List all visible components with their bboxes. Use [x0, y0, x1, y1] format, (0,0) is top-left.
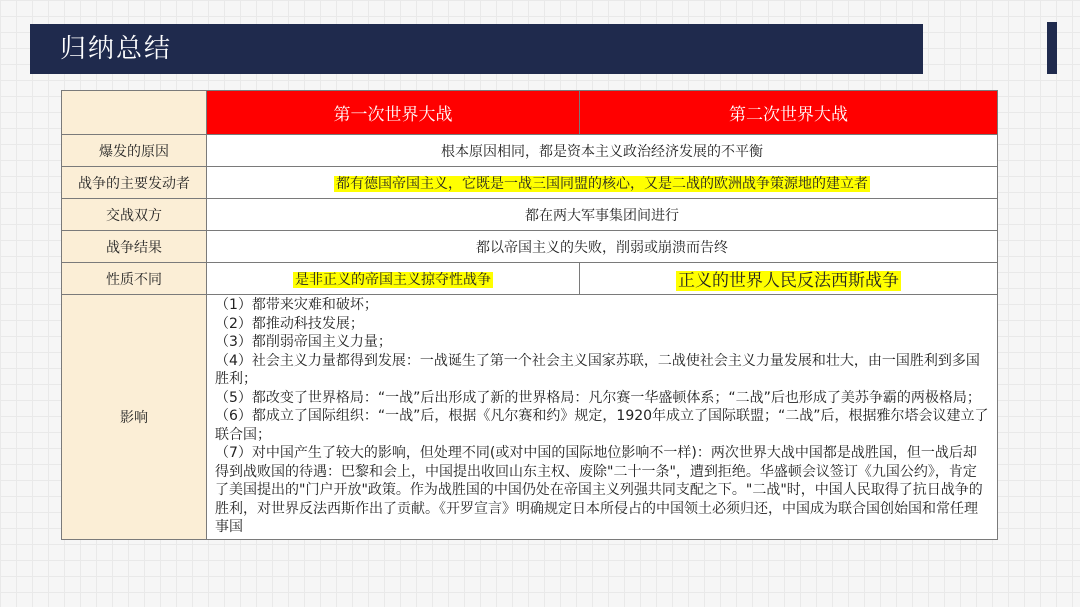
table-row: [62, 199, 998, 231]
row-label: 战争结果: [62, 231, 207, 263]
table-row-impact: [62, 295, 998, 540]
impact-item: （7）对中国产生了较大的影响，但处理不同(或对中国的国际地位影响不一样)：两次世界大战中国都是战胜国，但一战后却得到战败国的待遇：巴黎和会上，中国提出收回山东主权、废除"二十一条"，遭到拒绝。华盛顿会议签订《九国公约》，肯定了美国提出的"门户开放"政策。作为战胜国的中国仍处在帝国主义列强共同支配之下。"二战"时，中国人民取得了抗日战争的胜利，对世界反法西斯作出了贡献。《开罗宣言》明确规定日本所侵占的中国领土必须归还，中国成为联合国创始国和常任理事国: [215, 445, 983, 535]
impact-list: [207, 295, 998, 540]
comparison-table: [61, 90, 998, 540]
row-label: 性质不同: [62, 263, 207, 295]
table-row: [62, 135, 998, 167]
nature-ww1-cell: [207, 263, 580, 295]
impact-item: （3）都削弱帝国主义力量；: [215, 334, 392, 350]
column-header-ww2: 第二次世界大战: [580, 91, 998, 135]
nature-ww2: 正义的世界人民反法西斯战争: [678, 271, 899, 291]
column-header-ww1: 第一次世界大战: [207, 91, 580, 135]
accent-bar: [1047, 22, 1057, 74]
table-row: [62, 167, 998, 199]
row-label: 影响: [62, 295, 207, 540]
row-label: 战争的主要发动者: [62, 167, 207, 199]
impact-item: （6）都成立了国际组织：“一战”后，根据《凡尔赛和约》规定，1920年成立了国际联盟；“二战”后，根据雅尔塔会议建立了联合国；: [215, 408, 989, 443]
nature-ww2-cell: [580, 263, 998, 295]
impact-item: （1）都带来灾难和破坏；: [215, 297, 378, 313]
impact-item: （5）都改变了世界格局：“一战”后出形成了新的世界格局：凡尔赛一华盛顿体系；“二战”后也形成了美苏争霸的两极格局；: [215, 389, 981, 406]
corner-cell: [62, 91, 207, 135]
row-label: 爆发的原因: [62, 135, 207, 167]
table-row-nature: [62, 263, 998, 295]
highlighted-text: 都有德国帝国主义，它既是一战三国同盟的核心，又是二战的欧洲战争策源地的建立者: [336, 175, 868, 192]
row-label: 交战双方: [62, 199, 207, 231]
table-row: [62, 231, 998, 263]
impact-item: （2）都推动科技发展；: [215, 315, 364, 332]
impact-item: （4）社会主义力量都得到发展：一战诞生了第一个社会主义国家苏联，二战使社会主义力量发展和壮大，由一国胜利到多国胜利；: [215, 352, 980, 387]
row-value: 根本原因相同，都是资本主义政治经济发展的不平衡: [207, 135, 998, 167]
row-value: 都以帝国主义的失败，削弱或崩溃而告终: [207, 231, 998, 263]
row-value: 都在两大军事集团间进行: [207, 199, 998, 231]
nature-ww1: 是非正义的帝国主义掠夺性战争: [295, 271, 491, 288]
row-value: [207, 167, 998, 199]
page-title: 归纳总结: [30, 24, 923, 74]
header-row: [62, 91, 998, 135]
